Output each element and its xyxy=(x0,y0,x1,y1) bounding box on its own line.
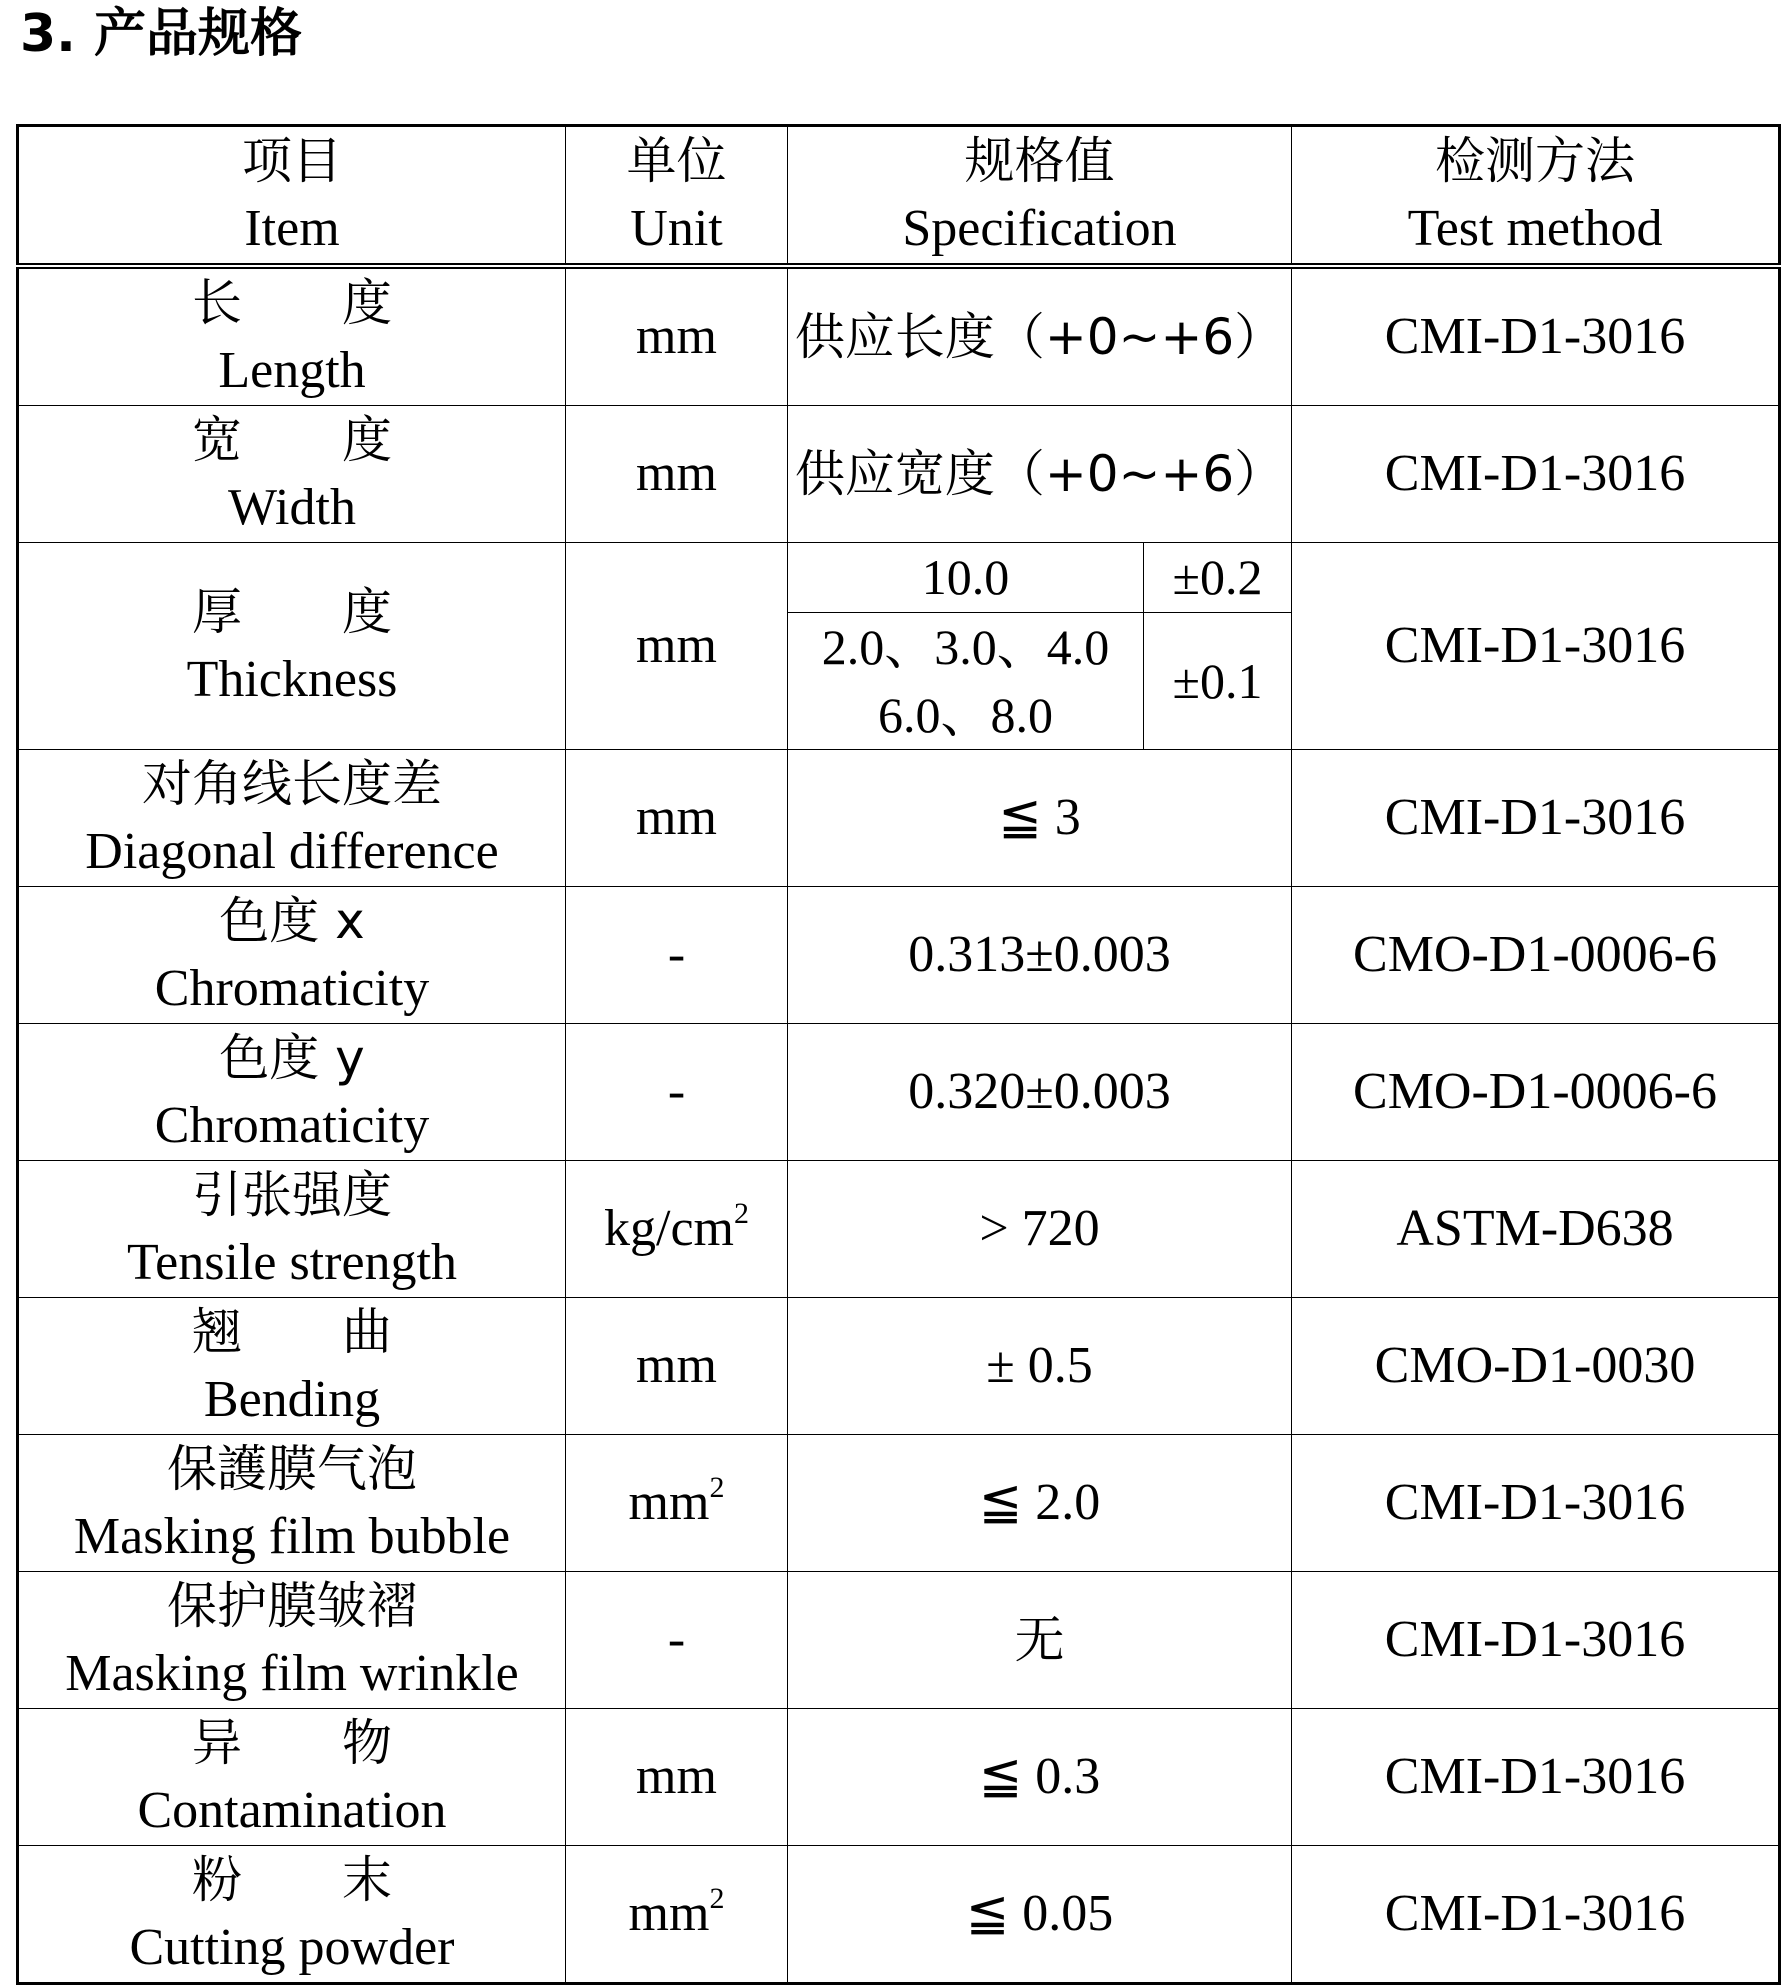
spec-cell xyxy=(788,887,1292,1024)
header-method xyxy=(1292,126,1780,267)
header-item-en: Item xyxy=(244,200,340,257)
spec-subvalue-cell xyxy=(788,613,1144,750)
table-row xyxy=(18,1709,1780,1846)
unit-sup: 2 xyxy=(709,1471,725,1504)
unit-cell xyxy=(566,750,788,887)
method-text: CMI-D1-3016 xyxy=(1384,445,1686,502)
item-en: Masking film bubble xyxy=(73,1508,511,1565)
item-zh: 保護膜气泡 xyxy=(167,1440,417,1498)
item-zh: 厚 度 xyxy=(192,583,392,641)
spec-cell xyxy=(788,1572,1292,1709)
unit-text: mm xyxy=(636,1748,717,1805)
item-en: Tensile strength xyxy=(127,1234,457,1291)
method-text: CMI-D1-3016 xyxy=(1384,1474,1686,1531)
spec-cell xyxy=(788,1298,1292,1435)
method-text: CMI-D1-3016 xyxy=(1384,1748,1686,1805)
method-cell xyxy=(1292,543,1780,750)
spec-text: ± 0.5 xyxy=(986,1337,1093,1394)
table-row xyxy=(18,266,1780,406)
method-text: CMO-D1-0006-6 xyxy=(1353,1063,1717,1120)
item-cell xyxy=(18,1298,566,1435)
spec-tolerance-cell xyxy=(1144,613,1292,750)
unit-cell xyxy=(566,543,788,750)
item-en: Diagonal difference xyxy=(85,823,499,880)
spec-cell xyxy=(788,1435,1292,1572)
method-cell xyxy=(1292,887,1780,1024)
item-zh: 长 度 xyxy=(192,274,392,332)
table-row xyxy=(18,543,1780,613)
item-en: Cutting powder xyxy=(129,1919,455,1976)
item-cell xyxy=(18,1846,566,1984)
unit-text: mm xyxy=(636,789,717,846)
spec-cell xyxy=(788,1161,1292,1298)
spec-subvalue: 10.0 xyxy=(921,549,1010,605)
method-cell xyxy=(1292,1024,1780,1161)
spec-cell xyxy=(788,750,1292,887)
method-cell xyxy=(1292,1709,1780,1846)
unit-cell xyxy=(566,1298,788,1435)
method-text: CMO-D1-0030 xyxy=(1374,1337,1696,1394)
method-cell xyxy=(1292,1298,1780,1435)
item-en: Bending xyxy=(203,1371,381,1428)
spec-tolerance-cell xyxy=(1144,543,1292,613)
spec-text: ≦ 0.05 xyxy=(965,1885,1114,1942)
unit-sup: 2 xyxy=(709,1882,725,1915)
unit-cell xyxy=(566,406,788,543)
unit-text: - xyxy=(667,1063,686,1120)
unit-sup: 2 xyxy=(733,1197,749,1230)
spec-text: 0.313±0.003 xyxy=(908,926,1171,983)
spec-text: ≦ 0.3 xyxy=(978,1748,1101,1805)
item-zh: 色度 x xyxy=(219,892,365,950)
unit-cell xyxy=(566,1435,788,1572)
header-item xyxy=(18,126,566,267)
unit-text: mm xyxy=(636,308,717,365)
method-text: CMI-D1-3016 xyxy=(1384,1885,1686,1942)
method-cell xyxy=(1292,1435,1780,1572)
method-cell xyxy=(1292,266,1780,406)
spec-cell xyxy=(788,406,1292,543)
header-method-zh: 检测方法 xyxy=(1435,132,1636,190)
spec-cell xyxy=(788,266,1292,406)
header-method-en: Test method xyxy=(1407,200,1663,257)
unit-text: mm xyxy=(636,617,717,674)
item-zh: 对角线长度差 xyxy=(142,755,442,813)
item-cell xyxy=(18,266,566,406)
item-cell xyxy=(18,1435,566,1572)
item-en: Chromaticity xyxy=(154,960,430,1017)
method-cell xyxy=(1292,1846,1780,1984)
spec-subvalue-cell xyxy=(788,543,1144,613)
method-text: CMO-D1-0006-6 xyxy=(1353,926,1717,983)
method-text: CMI-D1-3016 xyxy=(1384,617,1686,674)
item-zh: 宽 度 xyxy=(192,411,392,469)
item-zh: 保护膜皱褶 xyxy=(167,1577,417,1635)
spec-cell xyxy=(788,1709,1292,1846)
table-row xyxy=(18,406,1780,543)
item-cell xyxy=(18,1572,566,1709)
unit-text: mm xyxy=(636,1337,717,1394)
table-row xyxy=(18,1161,1780,1298)
item-cell xyxy=(18,543,566,750)
unit-text: mm xyxy=(628,1885,710,1942)
method-text: CMI-D1-3016 xyxy=(1384,1611,1686,1668)
item-cell xyxy=(18,1024,566,1161)
method-text: CMI-D1-3016 xyxy=(1384,789,1686,846)
unit-cell xyxy=(566,1709,788,1846)
unit-text: mm xyxy=(636,445,717,502)
item-en: Contamination xyxy=(137,1782,447,1839)
item-cell xyxy=(18,1161,566,1298)
header-unit xyxy=(566,126,788,267)
unit-cell xyxy=(566,1846,788,1984)
table-row xyxy=(18,1846,1780,1984)
header-spec xyxy=(788,126,1292,267)
spec-text: > 720 xyxy=(979,1200,1100,1257)
header-unit-en: Unit xyxy=(630,200,723,257)
spec-text: 0.320±0.003 xyxy=(908,1063,1171,1120)
item-zh: 翘 曲 xyxy=(192,1303,392,1361)
spec-text: 供应长度（+0~+6） xyxy=(794,307,1285,366)
method-cell xyxy=(1292,406,1780,543)
unit-text: mm xyxy=(628,1474,710,1531)
spec-subvalue-line1: 2.0、3.0、4.0 xyxy=(821,619,1110,675)
table-row xyxy=(18,1572,1780,1709)
unit-text: - xyxy=(667,926,686,983)
spec-text: 供应宽度（+0~+6） xyxy=(794,444,1285,503)
item-cell xyxy=(18,1709,566,1846)
unit-cell xyxy=(566,887,788,1024)
item-zh: 粉 末 xyxy=(192,1851,392,1909)
spec-text: ≦ 2.0 xyxy=(978,1474,1101,1531)
item-en: Masking film wrinkle xyxy=(65,1645,519,1702)
spec-tolerance: ±0.2 xyxy=(1172,549,1263,605)
unit-cell xyxy=(566,1572,788,1709)
item-en: Length xyxy=(218,342,366,399)
section-title: 3. 产品规格 xyxy=(20,4,303,64)
table-row xyxy=(18,1298,1780,1435)
spec-cell xyxy=(788,1846,1292,1984)
spec-text: 无 xyxy=(1014,1610,1065,1669)
item-cell xyxy=(18,406,566,543)
header-spec-en: Specification xyxy=(902,200,1177,257)
unit-text: kg/cm xyxy=(604,1200,734,1257)
spec-table xyxy=(16,124,1781,1985)
method-text: ASTM-D638 xyxy=(1396,1200,1674,1257)
table-row xyxy=(18,1024,1780,1161)
method-text: CMI-D1-3016 xyxy=(1384,308,1686,365)
unit-cell xyxy=(566,1024,788,1161)
table-row xyxy=(18,750,1780,887)
spec-tolerance: ±0.1 xyxy=(1172,652,1263,709)
table-row xyxy=(18,1435,1780,1572)
item-en: Thickness xyxy=(186,651,398,708)
unit-text: - xyxy=(667,1611,686,1668)
item-zh: 引张强度 xyxy=(192,1166,392,1224)
table-row xyxy=(18,887,1780,1024)
item-zh: 色度 y xyxy=(219,1029,365,1087)
spec-text: ≦ 3 xyxy=(998,789,1081,846)
method-cell xyxy=(1292,750,1780,887)
header-spec-zh: 规格值 xyxy=(964,132,1115,190)
item-en: Chromaticity xyxy=(154,1097,430,1154)
method-cell xyxy=(1292,1161,1780,1298)
unit-cell xyxy=(566,266,788,406)
header-item-zh: 项目 xyxy=(242,132,342,190)
item-zh: 异 物 xyxy=(192,1714,392,1772)
header-unit-zh: 单位 xyxy=(626,132,727,190)
item-cell xyxy=(18,750,566,887)
table-header-row xyxy=(18,126,1780,267)
item-en: Width xyxy=(228,479,356,536)
unit-cell xyxy=(566,1161,788,1298)
spec-subvalue-line2: 6.0、8.0 xyxy=(878,687,1053,743)
item-cell xyxy=(18,887,566,1024)
spec-cell xyxy=(788,1024,1292,1161)
method-cell xyxy=(1292,1572,1780,1709)
